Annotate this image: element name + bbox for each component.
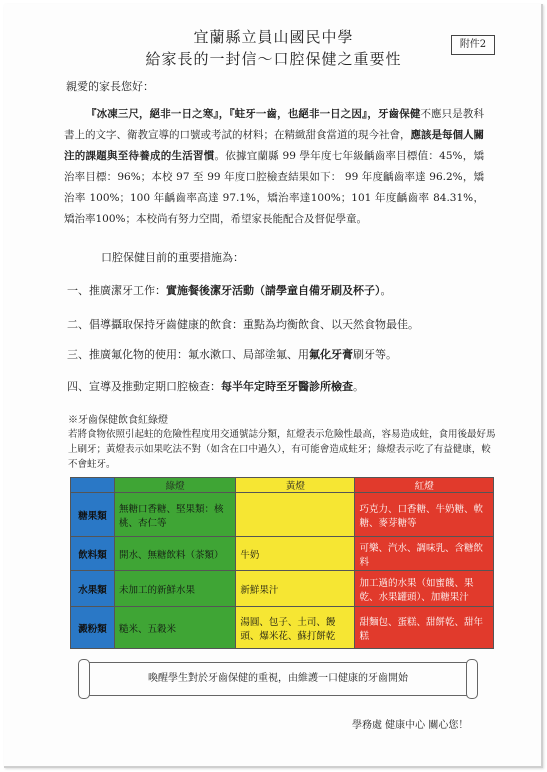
note-title: ※牙齒保健飲食紅綠燈 <box>68 415 168 426</box>
signature: 學務處 健康中心 關心您！ <box>352 720 469 731</box>
intro-text-1: 不應只是教科書上的文字、衛教宣導的口號或考試的材料；在精緻甜食當道的現今社會， <box>64 108 485 141</box>
table-row <box>71 537 494 571</box>
table-row <box>71 493 494 537</box>
measure-item <box>67 378 364 394</box>
slogan-text: 喚醒學生對於牙齒保健的重視，由維護一口健康的牙齒開始 <box>148 673 408 684</box>
measure-tail: 刷牙等。 <box>353 348 397 361</box>
table-row <box>71 607 494 649</box>
table-row <box>71 571 494 607</box>
header-red: 紅燈 <box>355 478 494 493</box>
greeting: 親愛的家長您好： <box>66 80 154 93</box>
measure-tail: 。 <box>353 380 364 393</box>
header-yellow: 黃燈 <box>236 478 355 493</box>
green-cell: 無糖口香糖、堅果類：核桃、杏仁等 <box>115 493 236 537</box>
green-cell: 開水、無糖飲料（茶類） <box>115 537 236 571</box>
measure-bold: 實施餐後潔牙活動（請學童自備牙刷及杯子） <box>166 284 381 297</box>
letter-title: 給家長的一封信～口腔保健之重要性 <box>145 50 402 68</box>
red-cell: 可樂、汽水、調味乳、含糖飲料 <box>355 537 494 571</box>
header-green: 綠燈 <box>115 478 236 493</box>
measure-item <box>67 346 397 362</box>
intro-quote: 『冰凍三尺，絕非一日之寒』，『蛀牙一齒，也絕非一日之因』， <box>86 108 378 120</box>
school-title: 宜蘭縣立員山國民中學 <box>193 28 354 46</box>
measure-bold: 氟化牙膏 <box>309 348 353 361</box>
measure-label: 四、宣導及推動定期口腔檢查： <box>67 380 221 393</box>
row-category: 飲料類 <box>71 537 115 571</box>
green-cell: 未加工的新鮮水果 <box>115 571 236 607</box>
table-header-row <box>71 478 494 493</box>
measure-tail: 重點為均衡飲食、以天然食物最佳。 <box>243 318 419 331</box>
measure-item <box>67 316 419 332</box>
red-cell: 加工過的水果（如蜜餞、果乾、水果罐頭）、加糖果汁 <box>355 571 494 607</box>
measure-label: 一、推廣潔牙工作： <box>67 284 166 297</box>
yellow-cell <box>236 493 355 537</box>
red-cell: 甜麵包、蛋糕、甜餅乾、甜年糕 <box>355 607 494 649</box>
green-cell: 糙米、五穀米 <box>115 607 236 649</box>
attachment-label: 附件2 <box>451 35 495 55</box>
note-text: 若將食物依照引起蛀的危險性程度用交通號誌分類，紅燈表示危險性最高，容易造成蛀，食用後最好馬上刷牙；黃燈表示如果吃法不對（如含在口中過久），有可能會造成蛀牙；綠燈表示吃了有益健康，較不會蛀牙。 <box>68 429 496 470</box>
table-corner-cell <box>71 478 115 493</box>
row-category: 糖果類 <box>71 493 115 537</box>
measure-tail: 。 <box>380 284 392 297</box>
slogan-banner <box>86 662 470 696</box>
red-cell: 巧克力、口香糖、牛奶糖、軟糖、麥芽糖等 <box>355 493 494 537</box>
yellow-cell: 湯圓、包子、土司、饅頭、爆米花、蘇打餅乾 <box>236 607 355 649</box>
measure-label: 三、推廣氟化物的使用：氟水漱口、局部塗氟、用 <box>67 348 309 361</box>
measure-label: 二、倡導攝取保持牙齒健康的飲食： <box>67 318 243 331</box>
row-category: 澱粉類 <box>71 607 115 649</box>
measure-bold: 每半年定時至牙醫診所檢查 <box>221 380 353 393</box>
yellow-cell: 牛奶 <box>236 537 355 571</box>
yellow-cell: 新鮮果汁 <box>236 571 355 607</box>
intro-text-2: 。依據宜蘭縣 99 學年度七年級齲齒率目標值：45%，矯治率目標：96%；本校 97 至 99 年度口腔檢查結果如下： 99 年度齲齒率達 96.2%，矯治率 100%；100 年齲齒率高達 97.1%，矯治率達100%；101 年度齲齒率 84.31%，矯治率100%；本校尚有努力空間，希望家長能配合及督促學童。 <box>64 150 484 225</box>
food-traffic-light-table <box>70 477 494 649</box>
intro-bold-2: 應該是每個人關注的課題與至待養成的生活習慣 <box>64 129 484 162</box>
intro-bold-1: 牙齒保健 <box>378 108 421 120</box>
intro-paragraph <box>64 104 484 230</box>
measure-item <box>67 282 392 298</box>
measures-intro: 口腔保健目前的重要措施為： <box>101 251 244 264</box>
row-category: 水果類 <box>71 571 115 607</box>
